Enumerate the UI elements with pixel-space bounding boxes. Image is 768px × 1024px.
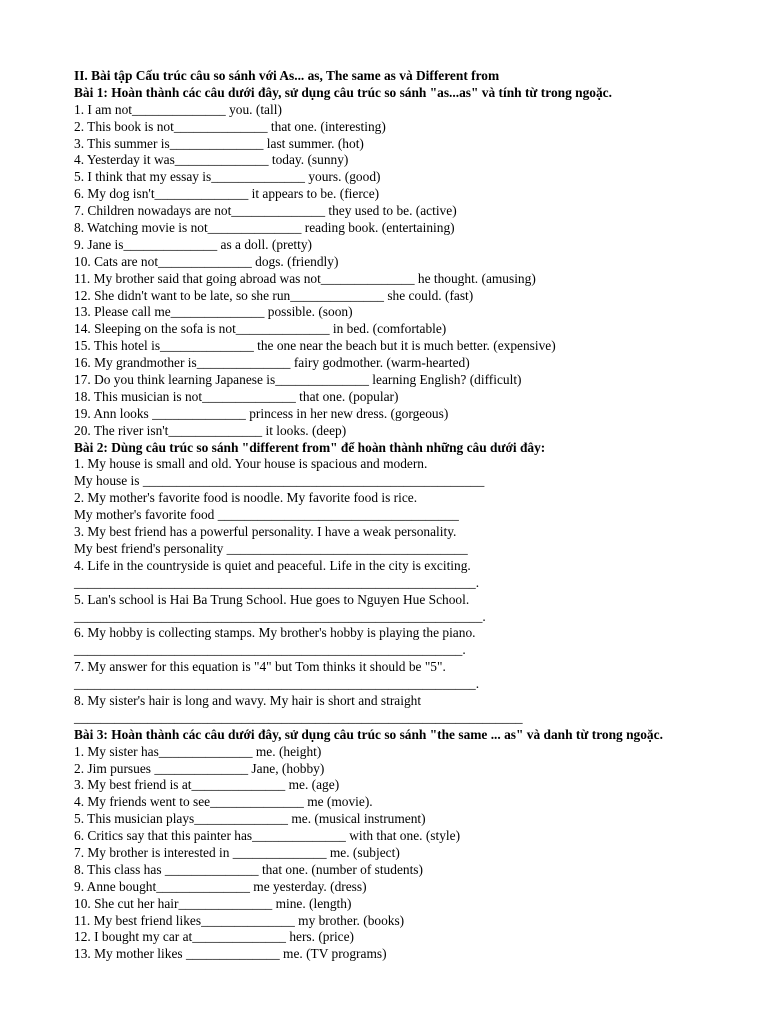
exercise-2-answer-line: My best friend's personality ____________________________________ [74,540,468,556]
exercise-2-answer-line: My mother's favorite food ____________________________________ [74,507,459,523]
exercise-1-item: 15. This hotel is______________ the one near the beach but it is much better. (expensive) [74,338,556,354]
exercise-2-item: 4. Life in the countryside is quiet and peaceful. Life in the city is exciting. [74,557,471,573]
worksheet-page [74,68,734,963]
exercise-3-item: 9. Anne bought______________ me yesterday. (dress) [74,878,367,894]
exercise-1-item: 16. My grandmother is______________ fairy godmother. (warm-hearted) [74,355,470,371]
exercise-1-item: 12. She didn't want to be late, so she run______________ she could. (fast) [74,287,474,303]
exercise-2-heading: Bài 2: Dùng câu trúc so sánh "different from" để hoàn thành những câu dưới đây: [74,439,546,455]
exercise-2-item: 8. My sister's hair is long and wavy. My hair is short and straight [74,692,422,708]
exercise-1-item: 5. I think that my essay is______________ yours. (good) [74,169,381,185]
exercise-1-list [74,102,734,440]
exercise-1-item: 18. This musician is not______________ that one. (popular) [74,388,399,404]
exercise-2-item: 7. My answer for this equation is "4" but Tom thinks it should be "5". [74,659,446,675]
exercise-1-item: 3. This summer is______________ last summer. (hot) [74,135,364,151]
exercise-1-item: 6. My dog isn't______________ it appears to be. (fierce) [74,186,380,202]
exercise-3-item: 1. My sister has______________ me. (height) [74,743,322,759]
exercise-2-answer-line: _____________________________________________________________. [74,608,486,624]
exercise-3-list [74,744,734,964]
exercise-1-item: 13. Please call me______________ possible. (soon) [74,304,353,320]
exercise-1-item: 11. My brother said that going abroad was not______________ he thought. (amusing) [74,270,536,286]
exercise-3-item: 7. My brother is interested in ______________ me. (subject) [74,844,400,860]
exercise-1-item: 10. Cats are not______________ dogs. (friendly) [74,253,339,269]
exercise-2-answer-line: ____________________________________________________________. [74,676,480,692]
exercise-3-item: 13. My mother likes ______________ me. (TV programs) [74,946,387,962]
exercise-3-item: 12. I bought my car at______________ hers. (price) [74,929,355,945]
exercise-2-answer-line: My house is ___________________________________________________ [74,473,485,489]
exercise-2-item: 1. My house is small and old. Your house is spacious and modern. [74,456,428,472]
exercise-3-item: 6. Critics say that this painter has______________ with that one. (style) [74,828,461,844]
exercise-1-heading: Bài 1: Hoàn thành các câu dưới đây, sử dụng câu trúc so sánh "as...as" và tính từ trong ngoặc. [74,84,612,100]
worksheet-title: II. Bài tập Cấu trúc câu so sánh với As... as, The same as và Different from [74,68,500,83]
exercise-3-item: 3. My best friend is at______________ me. (age) [74,777,340,793]
exercise-2-list [74,456,734,726]
exercise-2-item: 5. Lan's school is Hai Ba Trung School. Hue goes to Nguyen Hue School. [74,591,470,607]
exercise-1-item: 19. Ann looks ______________ princess in her new dress. (gorgeous) [74,405,449,421]
exercise-3-item: 2. Jim pursues ______________ Jane, (hobby) [74,760,325,776]
exercise-1-item: 14. Sleeping on the sofa is not______________ in bed. (comfortable) [74,321,447,337]
exercise-1-item: 1. I am not______________ you. (tall) [74,101,282,117]
exercise-1-item: 17. Do you think learning Japanese is______________ learning English? (difficult) [74,372,522,388]
exercise-3-item: 8. This class has ______________ that one. (number of students) [74,861,423,877]
exercise-2-answer-line: ____________________________________________________________. [74,574,480,590]
exercise-1-item: 7. Children nowadays are not______________ they used to be. (active) [74,203,457,219]
exercise-2-answer-line: __________________________________________________________. [74,642,466,658]
exercise-2-item: 6. My hobby is collecting stamps. My brother's hobby is playing the piano. [74,625,476,641]
exercise-3-heading: Bài 3: Hoàn thành các câu dưới đây, sử dụng câu trúc so sánh "the same ... as" và danh từ trong ngoặc. [74,726,663,742]
exercise-1-item: 9. Jane is______________ as a doll. (pretty) [74,236,313,252]
exercise-1-item: 20. The river isn't______________ it looks. (deep) [74,422,347,438]
exercise-2-item: 3. My best friend has a powerful personality. I have a weak personality. [74,524,457,540]
exercise-3-item: 11. My best friend likes______________ my brother. (books) [74,912,405,928]
exercise-2-item: 2. My mother's favorite food is noodle. My favorite food is rice. [74,490,418,506]
exercise-1-item: 8. Watching movie is not______________ reading book. (entertaining) [74,220,455,236]
exercise-2-answer-line: ___________________________________________________________________ [74,709,523,725]
exercise-3-item: 5. This musician plays______________ me. (musical instrument) [74,811,426,827]
exercise-3-item: 4. My friends went to see______________ me (movie). [74,794,373,810]
exercise-3-item: 10. She cut her hair______________ mine. (length) [74,895,352,911]
exercise-1-item: 4. Yesterday it was______________ today. (sunny) [74,152,349,168]
exercise-1-item: 2. This book is not______________ that one. (interesting) [74,118,386,134]
